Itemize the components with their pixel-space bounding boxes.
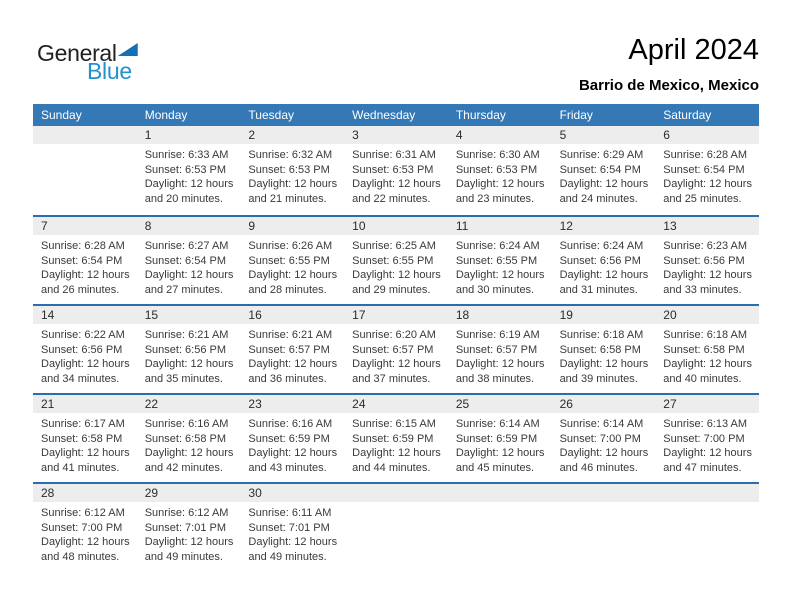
sunset-line: Sunset: 6:59 PM (248, 432, 330, 445)
weekday-header-tuesday: Tuesday (248, 108, 295, 122)
sunset-line: Sunset: 6:56 PM (41, 343, 123, 356)
sunset-line: Sunset: 6:53 PM (144, 163, 227, 176)
day-details (448, 413, 552, 475)
day-number: 27 (655, 395, 759, 413)
day-cell-empty (33, 126, 137, 215)
day-number (33, 126, 137, 144)
daylight-line2: and 22 minutes. (352, 192, 431, 205)
weekday-header-sunday: Sunday (41, 108, 82, 122)
day-details (344, 235, 448, 297)
daylight-line1: Daylight: 12 hours (248, 536, 338, 548)
sunset-line: Sunset: 6:58 PM (663, 343, 745, 356)
day-number: 14 (33, 306, 137, 324)
sunrise-line: Sunrise: 6:26 AM (248, 240, 333, 252)
daylight-line2: and 27 minutes. (144, 283, 223, 296)
daylight-line2: and 41 minutes. (41, 461, 120, 474)
sunrise-line: Sunrise: 6:17 AM (41, 418, 125, 430)
calendar-table (33, 104, 759, 571)
day-details (448, 324, 552, 386)
day-number: 7 (33, 217, 137, 235)
day-details (240, 144, 344, 206)
sunset-line: Sunset: 6:57 PM (455, 343, 538, 356)
day-details (33, 235, 137, 297)
sunset-line: Sunset: 6:55 PM (352, 254, 434, 267)
sunset-line: Sunset: 7:00 PM (559, 432, 641, 445)
day-cell-16 (240, 306, 344, 393)
sunset-line: Sunset: 7:01 PM (144, 521, 227, 534)
daylight-line2: and 44 minutes. (352, 461, 431, 474)
day-cell-empty (655, 484, 759, 571)
day-cell-empty (344, 484, 448, 571)
daylight-line2: and 49 minutes. (248, 550, 327, 563)
daylight-line2: and 39 minutes. (559, 372, 638, 385)
page-title: April 2024 (628, 34, 759, 66)
sunrise-line: Sunrise: 6:27 AM (144, 240, 229, 252)
daylight-line1: Daylight: 12 hours (352, 358, 441, 370)
day-details (137, 502, 241, 564)
day-details (552, 413, 656, 475)
location-subtitle: Barrio de Mexico, Mexico (578, 77, 759, 94)
day-details (344, 413, 448, 475)
daylight-line2: and 43 minutes. (248, 461, 327, 474)
daylight-line2: and 36 minutes. (248, 372, 327, 385)
daylight-line1: Daylight: 12 hours (663, 447, 752, 459)
day-number: 26 (552, 395, 656, 413)
daylight-line2: and 25 minutes. (663, 192, 742, 205)
sunrise-line: Sunrise: 6:23 AM (663, 240, 748, 252)
daylight-line2: and 34 minutes. (41, 372, 120, 385)
sunset-line: Sunset: 6:56 PM (663, 254, 745, 267)
daylight-line1: Daylight: 12 hours (144, 178, 234, 190)
day-details (655, 235, 759, 297)
day-details (33, 502, 137, 564)
sunset-line: Sunset: 6:54 PM (41, 254, 123, 267)
day-cell-12 (552, 217, 656, 304)
weekday-header-thursday: Thursday (455, 108, 506, 122)
day-cell-13 (655, 217, 759, 304)
sunrise-line: Sunrise: 6:12 AM (41, 507, 125, 519)
daylight-line1: Daylight: 12 hours (248, 358, 338, 370)
sunrise-line: Sunrise: 6:28 AM (663, 149, 748, 161)
day-number: 1 (137, 126, 241, 144)
week-row (33, 482, 759, 571)
daylight-line2: and 21 minutes. (248, 192, 327, 205)
sunset-line: Sunset: 6:58 PM (144, 432, 227, 445)
day-number: 8 (137, 217, 241, 235)
weekday-header-friday: Friday (559, 108, 593, 122)
day-details (240, 502, 344, 564)
sunset-line: Sunset: 6:53 PM (248, 163, 330, 176)
day-number: 16 (240, 306, 344, 324)
daylight-line1: Daylight: 12 hours (455, 269, 545, 281)
sunrise-line: Sunrise: 6:14 AM (455, 418, 540, 430)
sunset-line: Sunset: 6:55 PM (455, 254, 538, 267)
daylight-line1: Daylight: 12 hours (41, 447, 130, 459)
day-cell-5 (552, 126, 656, 215)
daylight-line1: Daylight: 12 hours (455, 178, 545, 190)
sunset-line: Sunset: 6:55 PM (248, 254, 330, 267)
daylight-line1: Daylight: 12 hours (248, 269, 338, 281)
sunrise-line: Sunrise: 6:28 AM (41, 240, 125, 252)
day-cell-3 (344, 126, 448, 215)
day-cell-14 (33, 306, 137, 393)
day-cell-11 (448, 217, 552, 304)
day-number: 30 (240, 484, 344, 502)
day-details (33, 413, 137, 475)
week-row (33, 304, 759, 393)
day-details (552, 144, 656, 206)
logo-triangle-icon (118, 43, 138, 56)
daylight-line1: Daylight: 12 hours (352, 269, 441, 281)
day-cell-25 (448, 395, 552, 482)
sunset-line: Sunset: 7:01 PM (248, 521, 330, 534)
day-details (137, 235, 241, 297)
daylight-line1: Daylight: 12 hours (663, 358, 752, 370)
day-number: 4 (448, 126, 552, 144)
sunset-line: Sunset: 7:00 PM (41, 521, 123, 534)
week-row (33, 215, 759, 304)
day-details (240, 324, 344, 386)
daylight-line2: and 26 minutes. (41, 283, 120, 296)
daylight-line1: Daylight: 12 hours (455, 358, 545, 370)
daylight-line2: and 35 minutes. (144, 372, 223, 385)
sunset-line: Sunset: 6:59 PM (455, 432, 538, 445)
sunset-line: Sunset: 6:57 PM (248, 343, 330, 356)
daylight-line1: Daylight: 12 hours (663, 178, 752, 190)
day-number (448, 484, 552, 502)
sunrise-line: Sunrise: 6:18 AM (663, 329, 748, 341)
weekday-header-row (33, 104, 759, 126)
day-details (344, 144, 448, 206)
sunrise-line: Sunrise: 6:24 AM (559, 240, 644, 252)
day-number: 3 (344, 126, 448, 144)
day-details (655, 413, 759, 475)
sunrise-line: Sunrise: 6:21 AM (144, 329, 229, 341)
sunset-line: Sunset: 6:59 PM (352, 432, 434, 445)
day-cell-9 (240, 217, 344, 304)
logo-text-general: General (37, 40, 117, 66)
daylight-line1: Daylight: 12 hours (144, 447, 234, 459)
day-cell-30 (240, 484, 344, 571)
weekday-header-wednesday: Wednesday (352, 108, 416, 122)
sunset-line: Sunset: 6:56 PM (144, 343, 227, 356)
day-number: 21 (33, 395, 137, 413)
daylight-line1: Daylight: 12 hours (144, 536, 234, 548)
daylight-line2: and 28 minutes. (248, 283, 327, 296)
daylight-line1: Daylight: 12 hours (41, 536, 130, 548)
sunrise-line: Sunrise: 6:22 AM (41, 329, 125, 341)
daylight-line2: and 37 minutes. (352, 372, 431, 385)
day-number: 25 (448, 395, 552, 413)
sunrise-line: Sunrise: 6:16 AM (248, 418, 333, 430)
day-number: 19 (552, 306, 656, 324)
daylight-line1: Daylight: 12 hours (559, 447, 649, 459)
daylight-line2: and 45 minutes. (455, 461, 535, 474)
day-cell-6 (655, 126, 759, 215)
day-number: 13 (655, 217, 759, 235)
day-details (448, 235, 552, 297)
daylight-line1: Daylight: 12 hours (41, 358, 130, 370)
daylight-line2: and 23 minutes. (455, 192, 535, 205)
sunset-line: Sunset: 6:56 PM (559, 254, 641, 267)
daylight-line2: and 48 minutes. (41, 550, 120, 563)
sunrise-line: Sunrise: 6:18 AM (559, 329, 644, 341)
daylight-line1: Daylight: 12 hours (248, 178, 338, 190)
sunset-line: Sunset: 6:54 PM (144, 254, 227, 267)
day-cell-15 (137, 306, 241, 393)
sunrise-line: Sunrise: 6:11 AM (248, 507, 332, 519)
sunrise-line: Sunrise: 6:15 AM (352, 418, 436, 430)
daylight-line1: Daylight: 12 hours (455, 447, 545, 459)
sunrise-line: Sunrise: 6:31 AM (352, 149, 436, 161)
day-cell-2 (240, 126, 344, 215)
day-details (655, 144, 759, 206)
day-cell-empty (552, 484, 656, 571)
daylight-line2: and 38 minutes. (455, 372, 535, 385)
sunrise-line: Sunrise: 6:25 AM (352, 240, 436, 252)
day-cell-10 (344, 217, 448, 304)
day-details (552, 324, 656, 386)
day-details (240, 413, 344, 475)
day-cell-4 (448, 126, 552, 215)
day-cell-22 (137, 395, 241, 482)
calendar-weeks (33, 126, 759, 571)
sunrise-line: Sunrise: 6:13 AM (663, 418, 748, 430)
daylight-line2: and 20 minutes. (144, 192, 223, 205)
daylight-line1: Daylight: 12 hours (559, 178, 649, 190)
sunset-line: Sunset: 6:58 PM (559, 343, 641, 356)
daylight-line1: Daylight: 12 hours (663, 269, 752, 281)
weekday-header-saturday: Saturday (663, 108, 712, 122)
day-number: 9 (240, 217, 344, 235)
day-details (137, 413, 241, 475)
day-cell-26 (552, 395, 656, 482)
sunset-line: Sunset: 6:54 PM (559, 163, 641, 176)
week-row (33, 393, 759, 482)
day-cell-7 (33, 217, 137, 304)
day-cell-17 (344, 306, 448, 393)
day-details (33, 324, 137, 386)
sunset-line: Sunset: 6:53 PM (352, 163, 434, 176)
day-cell-1 (137, 126, 241, 215)
sunset-line: Sunset: 6:53 PM (455, 163, 538, 176)
general-blue-logo (37, 42, 138, 83)
week-row (33, 126, 759, 215)
logo-text-blue: Blue (87, 58, 132, 84)
sunrise-line: Sunrise: 6:33 AM (144, 149, 229, 161)
day-number: 24 (344, 395, 448, 413)
sunrise-line: Sunrise: 6:24 AM (455, 240, 540, 252)
sunset-line: Sunset: 6:58 PM (41, 432, 123, 445)
sunrise-line: Sunrise: 6:19 AM (455, 329, 540, 341)
daylight-line1: Daylight: 12 hours (248, 447, 338, 459)
daylight-line2: and 40 minutes. (663, 372, 742, 385)
day-cell-29 (137, 484, 241, 571)
day-number: 23 (240, 395, 344, 413)
day-cell-18 (448, 306, 552, 393)
day-cell-8 (137, 217, 241, 304)
sunset-line: Sunset: 7:00 PM (663, 432, 745, 445)
day-cell-23 (240, 395, 344, 482)
day-cell-20 (655, 306, 759, 393)
day-details (448, 144, 552, 206)
daylight-line2: and 46 minutes. (559, 461, 638, 474)
weekday-header-monday: Monday (144, 108, 188, 122)
day-number: 10 (344, 217, 448, 235)
daylight-line1: Daylight: 12 hours (352, 178, 441, 190)
day-number: 18 (448, 306, 552, 324)
daylight-line2: and 49 minutes. (144, 550, 223, 563)
day-number: 12 (552, 217, 656, 235)
day-cell-24 (344, 395, 448, 482)
day-number: 20 (655, 306, 759, 324)
sunrise-line: Sunrise: 6:29 AM (559, 149, 644, 161)
daylight-line2: and 47 minutes. (663, 461, 742, 474)
day-details (137, 144, 241, 206)
daylight-line1: Daylight: 12 hours (144, 358, 234, 370)
day-number: 29 (137, 484, 241, 502)
day-cell-28 (33, 484, 137, 571)
sunrise-line: Sunrise: 6:20 AM (352, 329, 436, 341)
daylight-line2: and 24 minutes. (559, 192, 638, 205)
sunrise-line: Sunrise: 6:14 AM (559, 418, 644, 430)
day-details (344, 324, 448, 386)
sunrise-line: Sunrise: 6:32 AM (248, 149, 333, 161)
day-details (552, 235, 656, 297)
day-details (137, 324, 241, 386)
daylight-line1: Daylight: 12 hours (144, 269, 234, 281)
day-details (655, 324, 759, 386)
day-cell-empty (448, 484, 552, 571)
daylight-line1: Daylight: 12 hours (41, 269, 130, 281)
day-number: 28 (33, 484, 137, 502)
day-number: 17 (344, 306, 448, 324)
day-number: 6 (655, 126, 759, 144)
day-number (655, 484, 759, 502)
day-details (240, 235, 344, 297)
daylight-line1: Daylight: 12 hours (559, 358, 649, 370)
daylight-line2: and 29 minutes. (352, 283, 431, 296)
sunrise-line: Sunrise: 6:12 AM (144, 507, 229, 519)
day-number: 2 (240, 126, 344, 144)
day-number: 22 (137, 395, 241, 413)
sunset-line: Sunset: 6:57 PM (352, 343, 434, 356)
daylight-line1: Daylight: 12 hours (559, 269, 649, 281)
day-cell-21 (33, 395, 137, 482)
day-number: 5 (552, 126, 656, 144)
sunset-line: Sunset: 6:54 PM (663, 163, 745, 176)
day-cell-19 (552, 306, 656, 393)
day-number (344, 484, 448, 502)
day-cell-27 (655, 395, 759, 482)
day-number: 11 (448, 217, 552, 235)
day-number (552, 484, 656, 502)
day-number: 15 (137, 306, 241, 324)
daylight-line1: Daylight: 12 hours (352, 447, 441, 459)
daylight-line2: and 42 minutes. (144, 461, 223, 474)
daylight-line2: and 31 minutes. (559, 283, 638, 296)
sunrise-line: Sunrise: 6:16 AM (144, 418, 229, 430)
daylight-line2: and 30 minutes. (455, 283, 535, 296)
sunrise-line: Sunrise: 6:30 AM (455, 149, 540, 161)
sunrise-line: Sunrise: 6:21 AM (248, 329, 333, 341)
daylight-line2: and 33 minutes. (663, 283, 742, 296)
